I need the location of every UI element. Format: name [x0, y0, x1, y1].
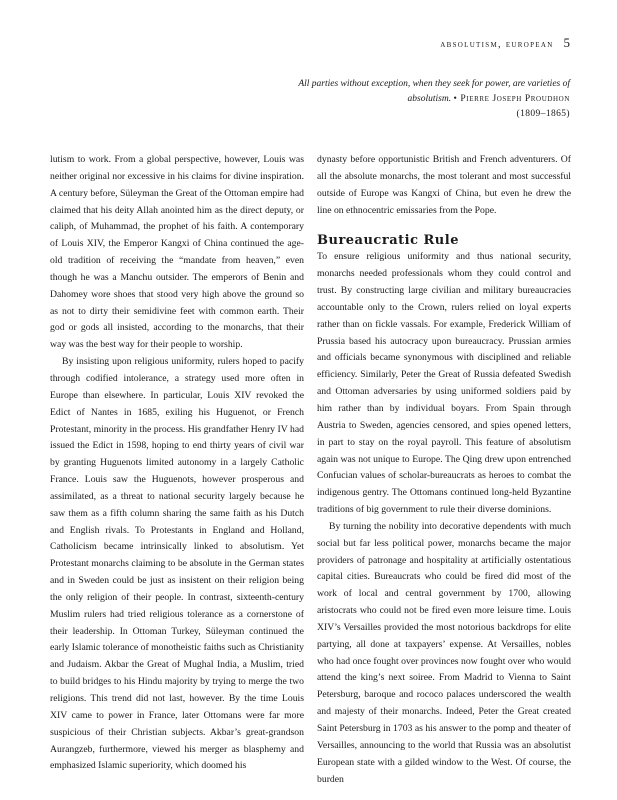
- paragraph: To ensure religious uniformity and thus national security, monarchs needed professionals whom they could control and trust. By constructing large civilian and military bureaucracies accountable only to the Crown, rulers relied on loyal experts rather than on fickle vassals. For example, Frederick William of Prussia based his autocracy upon bureaucracy. Prussian armies and officials became synonymous with disciplined and reliable efficiency. Similarly, Peter the Great of Russia defeated Swedish and Ottoman adversaries by using uniformed soldiers paid by him rather than by individual boyars. From Spain through Austria to Sweden, agencies censored, and spies opened letters, in part to stay on the royal payroll. This feature of absolutism again was not unique to Europe. The Qing drew upon entrenched Confucian values of scholar-bureaucrats as heroes to combat the indigenous gentry. The Ottomans continued long-held Byzantine traditions of big government to rule their diverse dominions.: [317, 251, 571, 516]
- paragraph: dynasty before opportunistic British and French adventurers. Of all the absolute monarchs, the most tolerant and most successful outside of Europe was Kangxi of China, but even he drew the line on ethnocentric emissaries from the Pope.: [317, 154, 571, 216]
- section-heading: Bureaucratic Rule: [317, 233, 459, 249]
- epigraph: [270, 77, 570, 122]
- epigraph-attribution: • Pierre Joseph Proudhon: [453, 94, 570, 104]
- epigraph-dates: (1809–1865): [516, 109, 570, 119]
- page-number: 5: [563, 35, 570, 50]
- paragraph: By insisting upon religious uniformity, rulers hoped to pacify through codified intolerance, a strategy used more often in Europe than elsewhere. In particular, Louis XIV revoked the Edict of Nantes in 1685, exiling his Huguenot, or French Protestant, minority in the process. His grandfather Henry IV had issued the Edict in 1598, hoping to end thirty years of civil war by granting Huguenots limited autonomy in a largely Catholic France. Louis saw the Huguenots, however prosperous and assimilated, as a threat to national security largely because he saw them as a fifth column sharing the same faith as his Dutch and English rivals. To Protestants in England and Holland, Catholicism became intrinsically linked to absolutism. Yet Protestant monarchs claiming to be absolute in the German states and in Sweden could be just as insistent on their religion being the only religion of their people. In contrast, sixteenth-century Muslim rulers had tried religious tolerance as a cornerstone of their leadership. In Ottoman Turkey, Süleyman continued the early Islamic tolerance of monotheistic faiths such as Christianity and Judaism. Akbar the Great of Mughal India, a Muslim, tried to build bridges to his Hindu majority by trying to merge the two religions. This trend did not last, however. By the time Louis XIV came to power in France, later Ottomans were far more suspicious of their Christian subjects. Akbar’s great-grandson Aurangzeb, furthermore, viewed his merger as blasphemy and emphasized Islamic superiority, which doomed his: [50, 356, 304, 772]
- right-column: [317, 152, 571, 788]
- paragraph: By turning the nobility into decorative dependents with much social but far less political power, monarchs became the major providers of patronage and hospitality at artificially ostentatious capital cities. Bureaucrats who could be fired did most of the work of local and central government by 1700, allowing aristocrats who could not be fired even more leisure time. Louis XIV’s Versailles provided the most notorious backdrops for elite partying, all done at taxpayers’ expense. At Versailles, nobles who had once fought over provinces now fought over who would attend the king’s next soiree. From Madrid to Vienna to Saint Petersburg, baroque and rococo palaces underscored the wealth and majesty of their monarchs. Indeed, Peter the Great created Saint Petersburg in 1703 as his answer to the pomp and theater of Versailles, announcing to the world that Russia was an absolutist European state with a gilded window to the West. Of course, the burden: [317, 520, 571, 785]
- running-head: [440, 35, 570, 51]
- running-head-title: absolutism, european: [440, 39, 554, 50]
- paragraph: lutism to work. From a global perspective, however, Louis was neither original nor excessive in his claims for divine inspiration. A century before, Süleyman the Great of the Ottoman empire had claimed that his deity Allah anointed him as the direct deputy, or caliph, of Muhammad, the prophet of his faith. A contemporary of Louis XIV, the Emperor Kangxi of China continued the age-old tradition of receiving the “mandate from heaven,” even though he was a Manchu outsider. The emperors of Benin and Dahomey wore shoes that stood very high above the ground so as not to dirty their semidivine feet with common earth. Their god or gods all insisted, according to the monarchs, that their way was the best way for their people to worship.: [50, 154, 304, 351]
- left-column: [50, 152, 304, 775]
- epigraph-quote: All parties without exception, when they seek for power, are varieties of absolutism.: [298, 79, 570, 104]
